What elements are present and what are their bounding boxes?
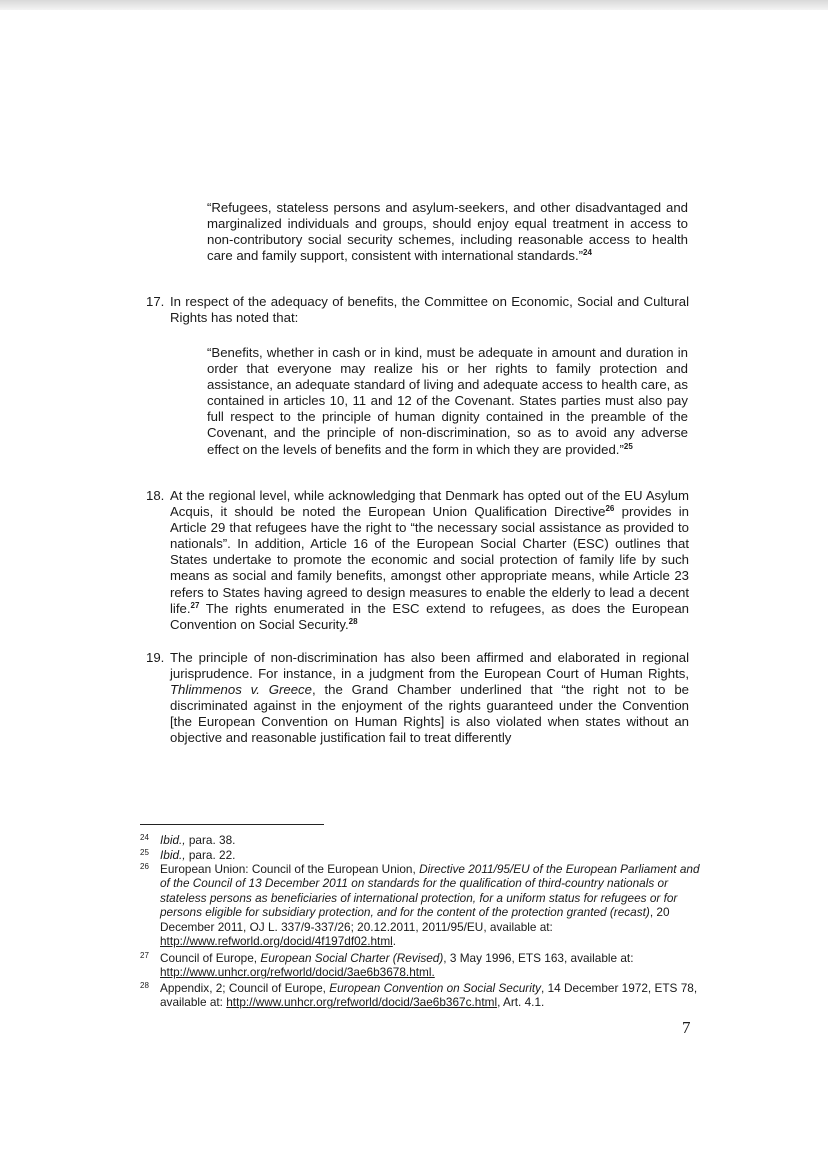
footnote-24: 24 Ibid., para. 38. bbox=[140, 833, 236, 847]
footnote-ref-24[interactable]: 24 bbox=[583, 248, 592, 258]
footnote-separator bbox=[140, 824, 324, 825]
case-name: Thlimmenos v. Greece bbox=[170, 682, 312, 698]
footnote-25: 25 Ibid., para. 22. bbox=[140, 848, 236, 862]
footnote-ref-25[interactable]: 25 bbox=[623, 441, 633, 451]
paragraph-19: 19. The principle of non-discrimination has also been affirmed and elaborated in regional jurisprudence. For instance, in a judgment from the European Court of Human Rights, Thlimmenos v. Greece, the Grand Chamber underlined that “the right not to be discriminated against in the enjoyment of the rights guaranteed under the Convention [the European Convention on Human Rights] is also violated when states without an objective and reasonable justification fail to treat differently bbox=[146, 650, 689, 746]
paragraph-17: 17. In respect of the adequacy of benefits, the Committee on Economic, Social and Cultural Rights has noted that: bbox=[146, 294, 689, 326]
footnote-mark: 26 bbox=[140, 862, 149, 871]
paragraph-number: 17. bbox=[146, 294, 165, 309]
paragraph-18: 18. At the regional level, while acknowledging that Denmark has opted out of the EU Asylum Acquis, it should be noted the European Union Qualification Directive$^{26}$ provides in Article 29 that refugees have the right to “the necessary social assistance as provided to nationals”. In addition, Article 16 of the European Social Charter (ESC) outlines that States undertake to promote the economic and social protection of family life by such means as social and family benefits, amongst other appropriate means, while Article 23 refers to States having agreed to design measures to enable the elderly to lead a decent life.$^{27}$ The rights enumerated in the ESC extend to refugees, as does the European Convention on Social Security.$^{28}$ bbox=[146, 488, 689, 632]
refworld-link-social-charter[interactable]: http://www.unhcr.org/refworld/docid/3ae6b3678.html. bbox=[160, 965, 435, 980]
footnote-mark: 25 bbox=[140, 848, 149, 857]
block-quote-benefits: “Benefits, whether in cash or in kind, must be adequate in amount and duration in order that everyone may realize his or her rights to family protection and assistance, an adequate standard of living and adequate access to health care, as contained in articles 10, 11 and 12 of the Covenant. States parties must also pay full respect to the principle of human dignity contained in the preamble of the Covenant, and the principle of non-discrimination, so as to avoid any adverse effect on the levels of benefits and the form in which they are provided.”$^{25}$ bbox=[207, 345, 688, 457]
footnote-mark: 24 bbox=[140, 833, 149, 842]
footnote-26: 26 European Union: Council of the European Union, Directive 2011/95/EU of the European Parliament and of the Council of 13 December 2011 on standards for the qualification of third-country nationals or stateless persons as beneficiaries of international protection, for a uniform status for refugees or for persons eligible for subsidiary protection, and for the content of the protection granted (recast), 20 December 2011, OJ L. 337/9-337/26; 20.12.2011, 2011/95/EU, available at: http://www.refworld.org/docid/4f197df02.html. bbox=[140, 862, 700, 949]
refworld-link-social-security[interactable]: http://www.unhcr.org/refworld/docid/3ae6b367c.html bbox=[226, 995, 498, 1010]
block-quote-refugees: “Refugees, stateless persons and asylum-seekers, and other disadvantaged and marginalized individuals and groups, should enjoy equal treatment in access to non-contributory social security schemes, including reasonable access to health care and family support, consistent with international standards.”$^{24}$ bbox=[207, 200, 688, 264]
paragraph-number: 18. bbox=[146, 488, 165, 503]
footnote-ref-27[interactable]: 27 bbox=[190, 600, 200, 610]
refworld-link-directive[interactable]: http://www.refworld.org/docid/4f197df02.html bbox=[160, 934, 393, 949]
footnote-mark: 28 bbox=[140, 981, 149, 990]
footnote-ref-28[interactable]: 28 bbox=[348, 616, 358, 626]
paragraph-number: 19. bbox=[146, 650, 165, 665]
footnote-27: 27 Council of Europe, European Social Charter (Revised), 3 May 1996, ETS 163, available at: http://www.unhcr.org/refworld/docid/3ae6b3678.html. bbox=[140, 951, 634, 980]
footnote-ref-26[interactable]: 26 bbox=[605, 504, 615, 514]
footnote-mark: 27 bbox=[140, 951, 149, 960]
page-number: 7 bbox=[682, 1018, 691, 1037]
footnote-28: 28 Appendix, 2; Council of Europe, European Convention on Social Security, 14 December 1972, ETS 78, available at: http://www.unhcr.org/refworld/docid/3ae6b367c.html, Art. 4.1. bbox=[140, 981, 698, 1010]
